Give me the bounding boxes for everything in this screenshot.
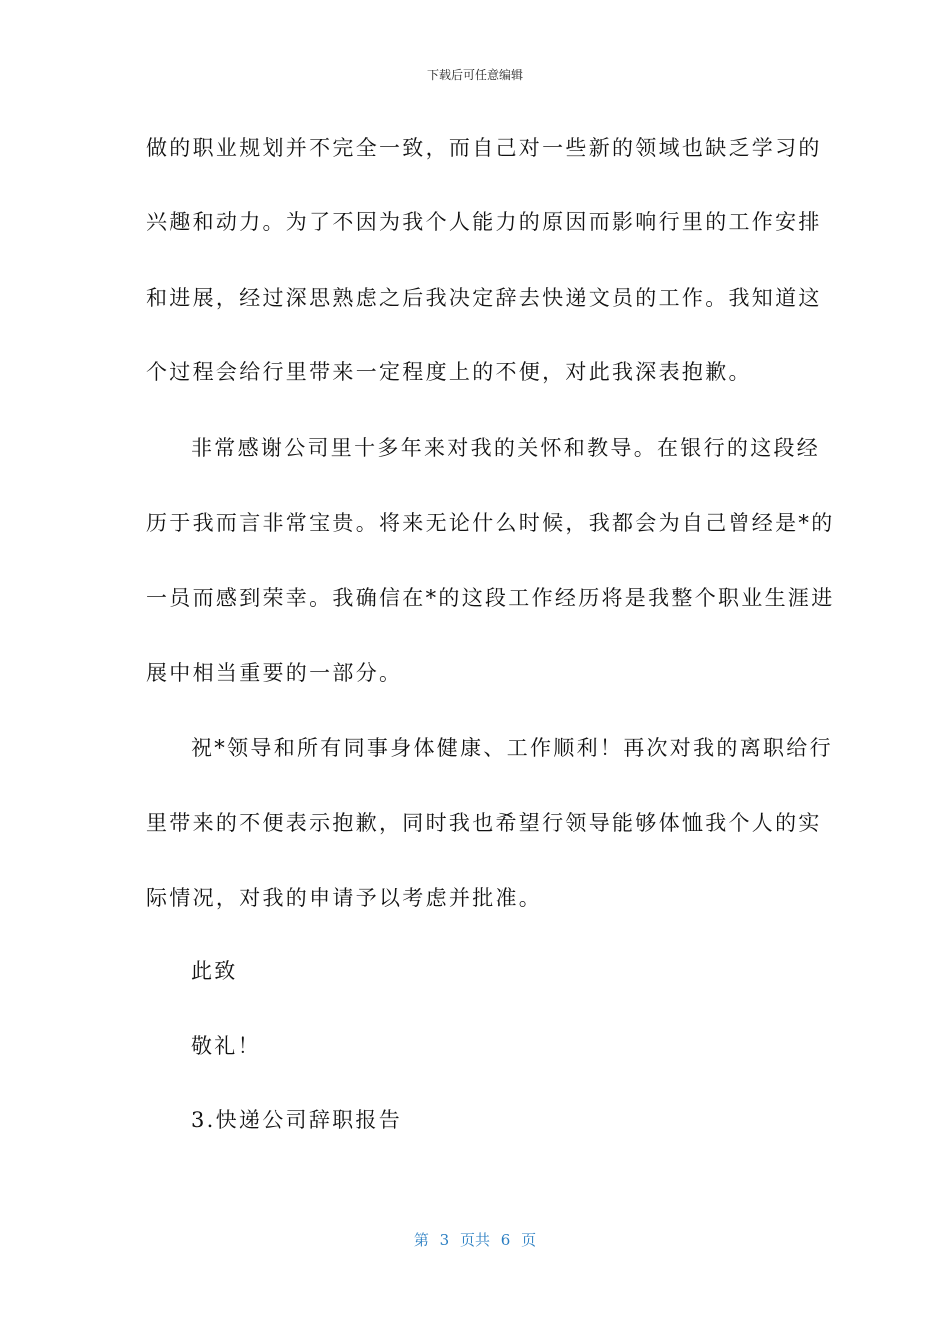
section-heading: 3.快递公司辞职报告 — [191, 1108, 403, 1132]
text-line: 历于我而言非常宝贵。将来无论什么时候，我都会为自己曾经是*的 — [146, 511, 835, 535]
closing-line: 此致 — [191, 959, 238, 983]
header-note: 下载后可任意编辑 — [426, 68, 523, 82]
page-footer — [0, 1229, 950, 1250]
salutation-line: 敬礼！ — [191, 1034, 261, 1058]
text-line: 做的职业规划并不完全一致，而自己对一些新的领域也缺乏学习的 — [146, 136, 822, 160]
text-line: 里带来的不便表示抱歉，同时我也希望行领导能够体恤我个人的实 — [146, 811, 822, 835]
page-number-label: 第 3 页共 6 页 — [413, 1231, 537, 1249]
text-line: 兴趣和动力。为了不因为我个人能力的原因而影响行里的工作安排 — [146, 210, 822, 234]
text-line: 一员而感到荣幸。我确信在*的这段工作经历将是我整个职业生涯进 — [146, 586, 835, 610]
text-line: 祝*领导和所有同事身体健康、工作顺利！再次对我的离职给行 — [191, 736, 833, 760]
text-line: 个过程会给行里带来一定程度上的不便，对此我深表抱歉。 — [146, 360, 752, 384]
text-line: 非常感谢公司里十多年来对我的关怀和教导。在银行的这段经 — [191, 436, 821, 460]
text-line: 展中相当重要的一部分。 — [146, 661, 403, 685]
text-line: 和进展，经过深思熟虑之后我决定辞去快递文员的工作。我知道这 — [146, 286, 822, 310]
text-line: 际情况，对我的申请予以考虑并批准。 — [146, 886, 543, 910]
